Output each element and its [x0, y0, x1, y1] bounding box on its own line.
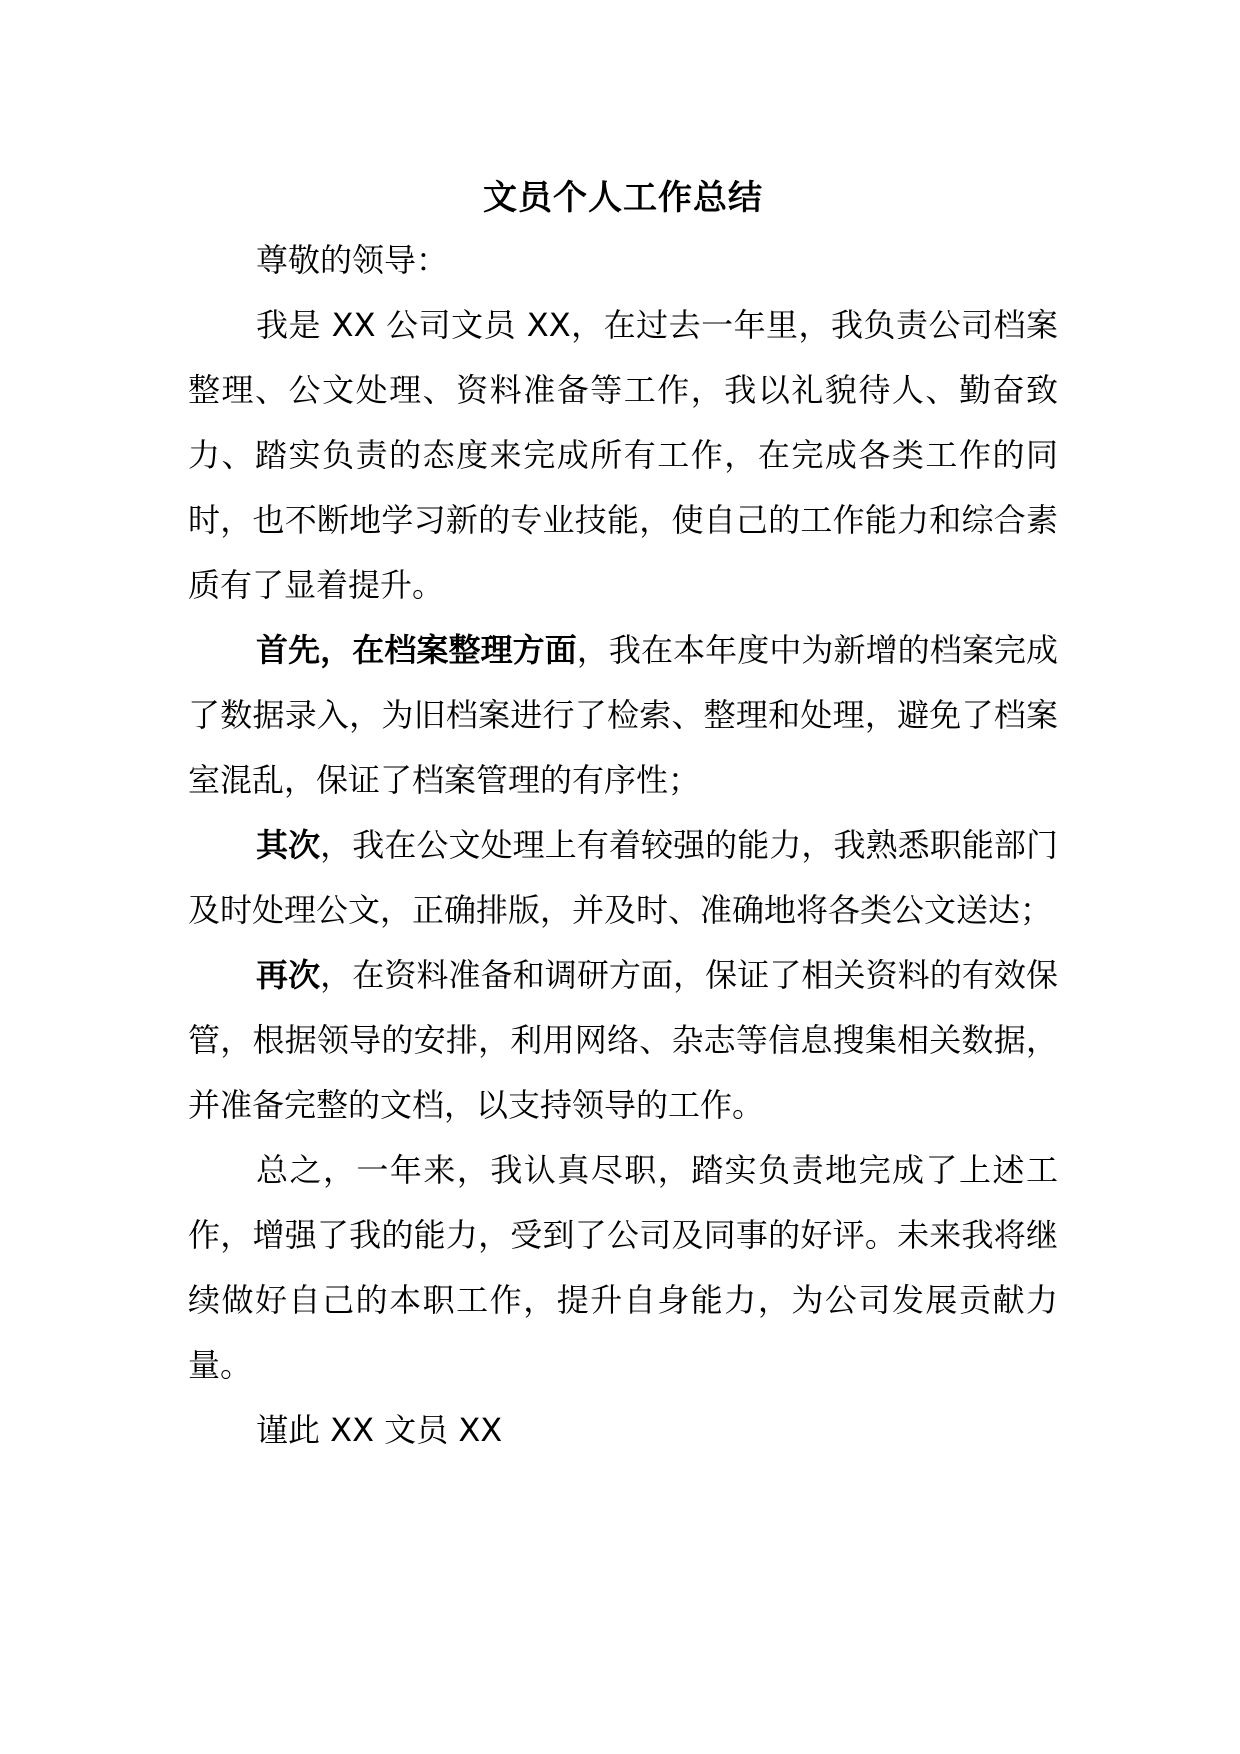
paragraph-summary	[188, 1138, 1058, 1398]
paragraph-documents-text: ，我在公文处理上有着较强的能力，我熟悉职能部门及时处理公文，正确排版，并及时、准确地将各类公文送达；	[188, 826, 1058, 929]
paragraph-materials-lead: 再次	[256, 956, 321, 994]
document-page	[188, 168, 1058, 1463]
paragraph-intro	[188, 293, 1058, 618]
paragraph-materials-text: ，在资料准备和调研方面，保证了相关资料的有效保管，根据领导的安排，利用网络、杂志等信息搜集相关数据，并准备完整的文档，以支持领导的工作。	[188, 956, 1058, 1124]
document-title: 文员个人工作总结	[483, 178, 763, 218]
paragraph-summary-text: 总之，一年来，我认真尽职，踏实负责地完成了上述工作，增强了我的能力，受到了公司及同事的好评。未来我将继续做好自己的本职工作，提升自身能力，为公司发展贡献力量。	[188, 1151, 1058, 1384]
paragraph-materials	[188, 943, 1058, 1138]
paragraph-intro-text: 我是 XX 公司文员 XX，在过去一年里，我负责公司档案整理、公文处理、资料准备等工作，我以礼貌待人、勤奋致力、踏实负责的态度来完成所有工作，在完成各类工作的同时，也不断地学习新的专业技能，使自己的工作能力和综合素质有了显着提升。	[188, 306, 1058, 604]
salutation: 尊敬的领导：	[256, 241, 449, 279]
paragraph-archives-lead: 首先，在档案整理方面	[256, 631, 577, 669]
paragraph-archives	[188, 618, 1058, 813]
paragraph-documents	[188, 813, 1058, 943]
closing-signature: 谨此 XX 文员 XX	[256, 1411, 503, 1449]
paragraph-documents-lead: 其次	[256, 826, 321, 864]
paragraph-archives-text: ，我在本年度中为新增的档案完成了数据录入，为旧档案进行了检索、整理和处理，避免了档案室混乱，保证了档案管理的有序性；	[188, 631, 1058, 799]
